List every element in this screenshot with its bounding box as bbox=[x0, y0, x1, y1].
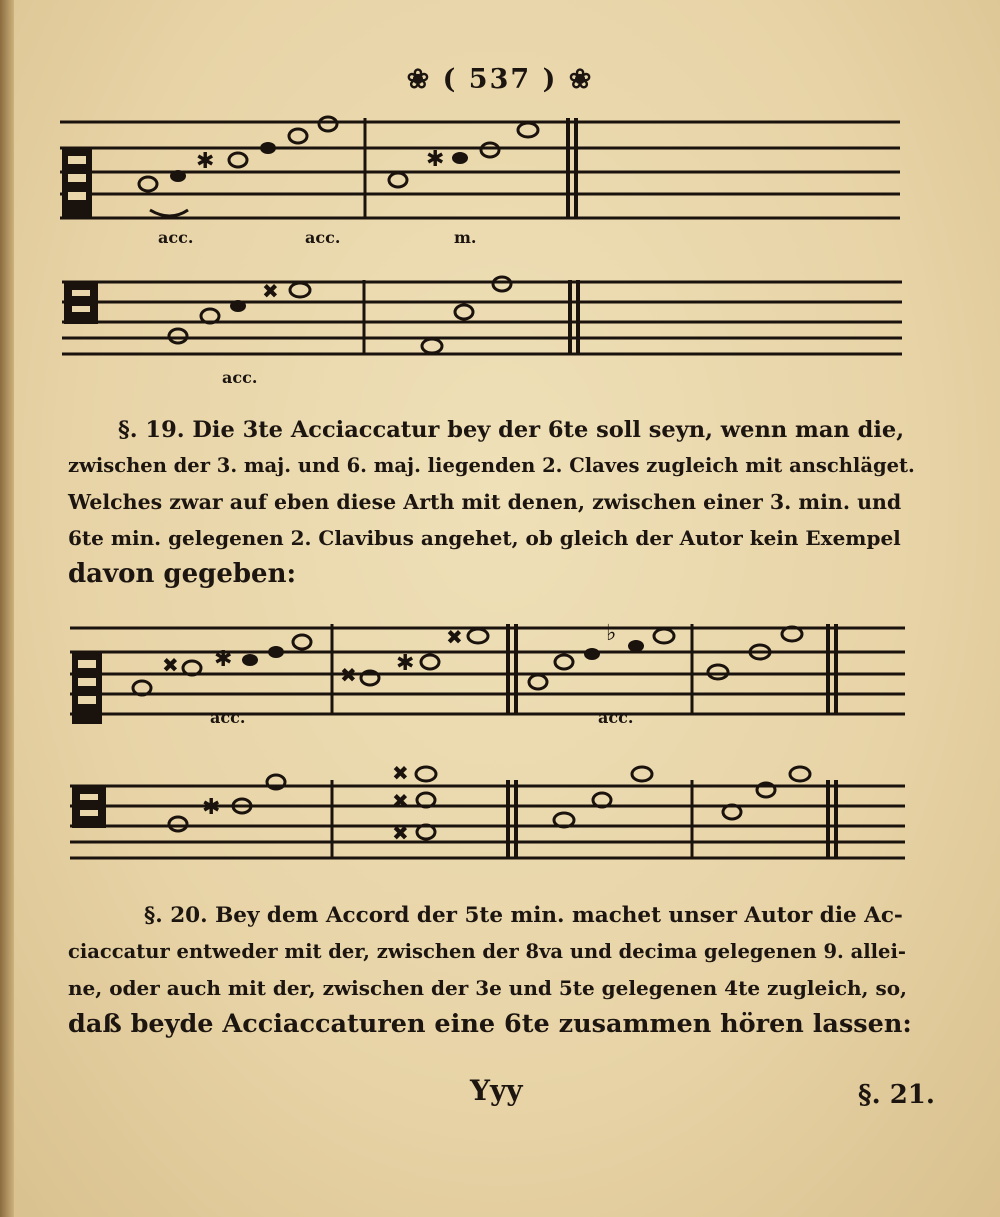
acc-label: acc. bbox=[158, 228, 194, 247]
text-line: ciaccatur entweder mit der, zwischen der 8va und decima gelegenen 9. allei- bbox=[68, 940, 906, 963]
svg-text:♭: ♭ bbox=[606, 621, 617, 646]
svg-text:✱: ✱ bbox=[202, 795, 221, 820]
m-label: m. bbox=[454, 228, 477, 247]
text-line: davon gegeben: bbox=[68, 559, 297, 589]
paragraph-19 bbox=[68, 412, 918, 592]
svg-text:✖: ✖ bbox=[162, 653, 179, 677]
text-line: 6te min. gelegenen 2. Clavibus angehet, ob gleich der Autor kein Exempel bbox=[68, 526, 901, 550]
acc-label: acc. bbox=[222, 368, 258, 387]
text-line: zwischen der 3. maj. und 6. maj. liegenden 2. Claves zugleich mit anschläget. bbox=[68, 454, 915, 477]
text-line: Welches zwar auf eben diese Arth mit denen, zwischen einer 3. min. und bbox=[68, 490, 902, 514]
svg-text:✖: ✖ bbox=[446, 625, 463, 649]
page-header: ❀ ( 537 ) ❀ bbox=[406, 64, 594, 95]
example1-lower-staff bbox=[62, 272, 907, 362]
acc-label: acc. bbox=[598, 708, 634, 727]
text-line: daß beyde Acciaccaturen eine 6te zusammen hören lassen: bbox=[68, 1009, 912, 1039]
paragraph-20 bbox=[68, 898, 918, 1042]
acc-label: acc. bbox=[305, 228, 341, 247]
svg-text:✱: ✱ bbox=[214, 647, 233, 672]
example2-upper-staff bbox=[70, 618, 915, 728]
svg-text:✖: ✖ bbox=[262, 279, 279, 303]
book-spine bbox=[0, 0, 14, 1217]
acc-label: acc. bbox=[210, 708, 246, 727]
svg-text:✱: ✱ bbox=[196, 149, 215, 174]
signature-mark: Yyy bbox=[470, 1074, 523, 1107]
example2-lower-staff bbox=[70, 760, 915, 870]
text-line: ne, oder auch mit der, zwischen der 3e und 5te gelegenen 4te zugleich, so, bbox=[68, 976, 908, 1000]
svg-text:✖: ✖ bbox=[392, 821, 409, 845]
svg-text:✖: ✖ bbox=[392, 761, 409, 785]
svg-text:✱: ✱ bbox=[396, 651, 415, 676]
svg-text:✖: ✖ bbox=[340, 663, 357, 687]
text-line: §. 19. Die 3te Acciaccatur bey der 6te soll seyn, wenn man die, bbox=[118, 417, 905, 443]
catchword: §. 21. bbox=[858, 1080, 935, 1110]
text-line: §. 20. Bey dem Accord der 5te min. machet unser Autor die Ac- bbox=[144, 903, 903, 928]
svg-text:✱: ✱ bbox=[426, 147, 445, 172]
example1-upper-staff bbox=[60, 110, 905, 220]
svg-text:✖: ✖ bbox=[392, 789, 409, 813]
